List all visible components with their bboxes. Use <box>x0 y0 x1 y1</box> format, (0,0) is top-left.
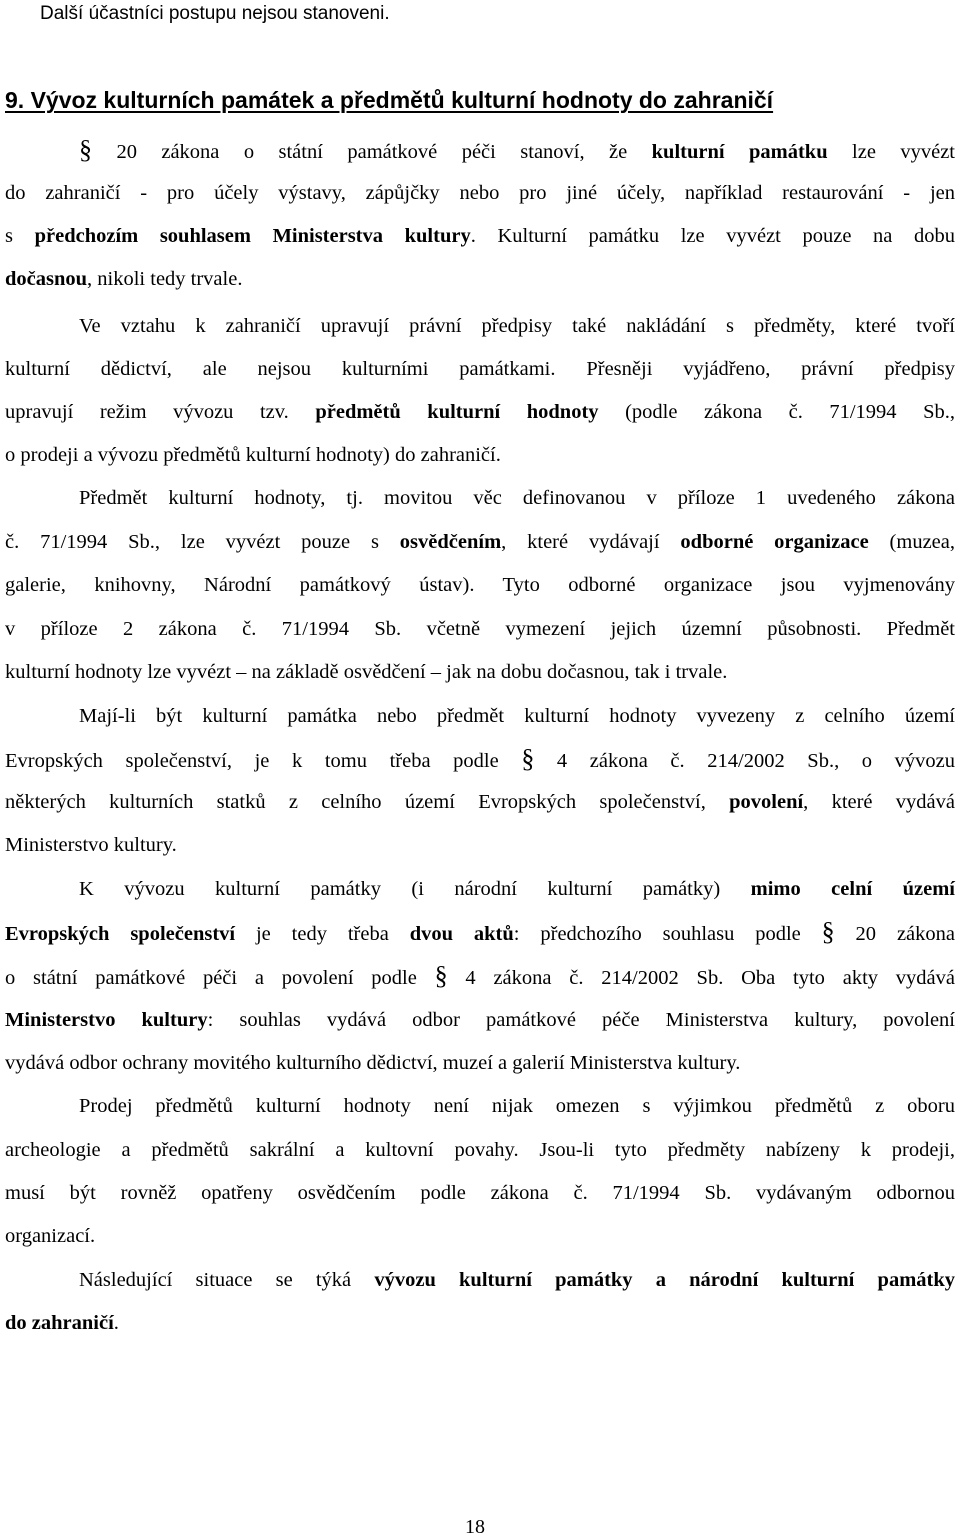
paragraph-5-line-4: Ministerstvo kultury: souhlas vydává odbor památkové péče Ministerstva kultury, povolení <box>5 1009 955 1031</box>
paragraph-1-line-2: do zahraničí - pro účely výstavy, zápůjčky nebo pro jiné účely, například restaurování - jen <box>5 182 955 204</box>
paragraph-3-line-3: galerie, knihovny, Národní památkový ústav). Tyto odborné organizace jsou vyjmenovány <box>5 574 955 596</box>
paragraph-4-line-4: Ministerstvo kultury. <box>5 834 177 856</box>
paragraph-2-line-3: upravují režim vývozu tzv. předmětů kulturní hodnoty (podle zákona č. 71/1994 Sb., <box>5 401 955 423</box>
top-note: Další účastníci postupu nejsou stanoveni. <box>40 3 390 24</box>
paragraph-3-line-5: kulturní hodnoty lze vyvézt – na základě osvědčení – jak na dobu dočasnou, tak i trvale. <box>5 661 728 683</box>
paragraph-7-line-2: do zahraničí. <box>5 1312 119 1334</box>
paragraph-3-line-4: v příloze 2 zákona č. 71/1994 Sb. včetně vymezení jejich územní působnosti. Předmět <box>5 618 955 640</box>
paragraph-3-line-2: č. 71/1994 Sb., lze vyvézt pouze s osvědčením, které vydávají odborné organizace (muzea, <box>5 531 955 553</box>
paragraph-6-line-1: Prodej předmětů kulturní hodnoty není nijak omezen s výjimkou předmětů z oboru <box>79 1095 955 1117</box>
paragraph-5-line-2: Evropských společenství je tedy třeba dvou aktů: předchozího souhlasu podle § 20 zákona <box>5 917 955 946</box>
paragraph-4-line-1: Mají-li být kulturní památka nebo předmět kulturní hodnoty vyvezeny z celního území <box>79 705 955 727</box>
paragraph-2-line-4: o prodeji a vývozu předmětů kulturní hodnoty) do zahraničí. <box>5 444 501 466</box>
paragraph-7-line-1: Následující situace se týká vývozu kulturní památky a národní kulturní památky <box>79 1269 955 1291</box>
paragraph-5-line-1: K vývozu kulturní památky (i národní kulturní památky) mimo celní území <box>79 878 955 900</box>
paragraph-1-line-4: dočasnou, nikoli tedy trvale. <box>5 268 243 290</box>
paragraph-1-line-1: § 20 zákona o státní památkové péči stanoví, že kulturní památku lze vyvézt <box>79 135 955 164</box>
paragraph-2-line-1: Ve vztahu k zahraničí upravují právní předpisy také nakládání s předměty, které tvoří <box>79 315 955 337</box>
paragraph-6-line-3: musí být rovněž opatřeny osvědčením podle zákona č. 71/1994 Sb. vydávaným odbornou <box>5 1182 955 1204</box>
paragraph-6-line-2: archeologie a předmětů sakrální a kultovní povahy. Jsou-li tyto předměty nabízeny k prodeji, <box>5 1139 955 1161</box>
paragraph-2-line-2: kulturní dědictví, ale nejsou kulturními památkami. Přesněji vyjádřeno, právní předpisy <box>5 358 955 380</box>
page-number: 18 <box>465 1516 485 1538</box>
paragraph-5-line-5: vydává odbor ochrany movitého kulturního dědictví, muzeí a galerií Ministerstva kultury. <box>5 1052 741 1074</box>
section-heading: 9. Vývoz kulturních památek a předmětů kulturní hodnoty do zahraničí <box>5 87 774 113</box>
paragraph-1-line-3: s předchozím souhlasem Ministerstva kultury. Kulturní památku lze vyvézt pouze na dobu <box>5 225 955 247</box>
paragraph-5-line-3: o státní památkové péči a povolení podle § 4 zákona č. 214/2002 Sb. Oba tyto akty vydává <box>5 961 955 990</box>
paragraph-6-line-4: organizací. <box>5 1225 96 1247</box>
paragraph-4-line-3: některých kulturních statků z celního území Evropských společenství, povolení, které vydává <box>5 791 956 813</box>
section-sign: § <box>79 135 92 164</box>
paragraph-3-line-1: Předmět kulturní hodnoty, tj. movitou věc definovanou v příloze 1 uvedeného zákona <box>79 487 955 509</box>
paragraph-4-line-2: Evropských společenství, je k tomu třeba podle § 4 zákona č. 214/2002 Sb., o vývozu <box>5 744 955 773</box>
